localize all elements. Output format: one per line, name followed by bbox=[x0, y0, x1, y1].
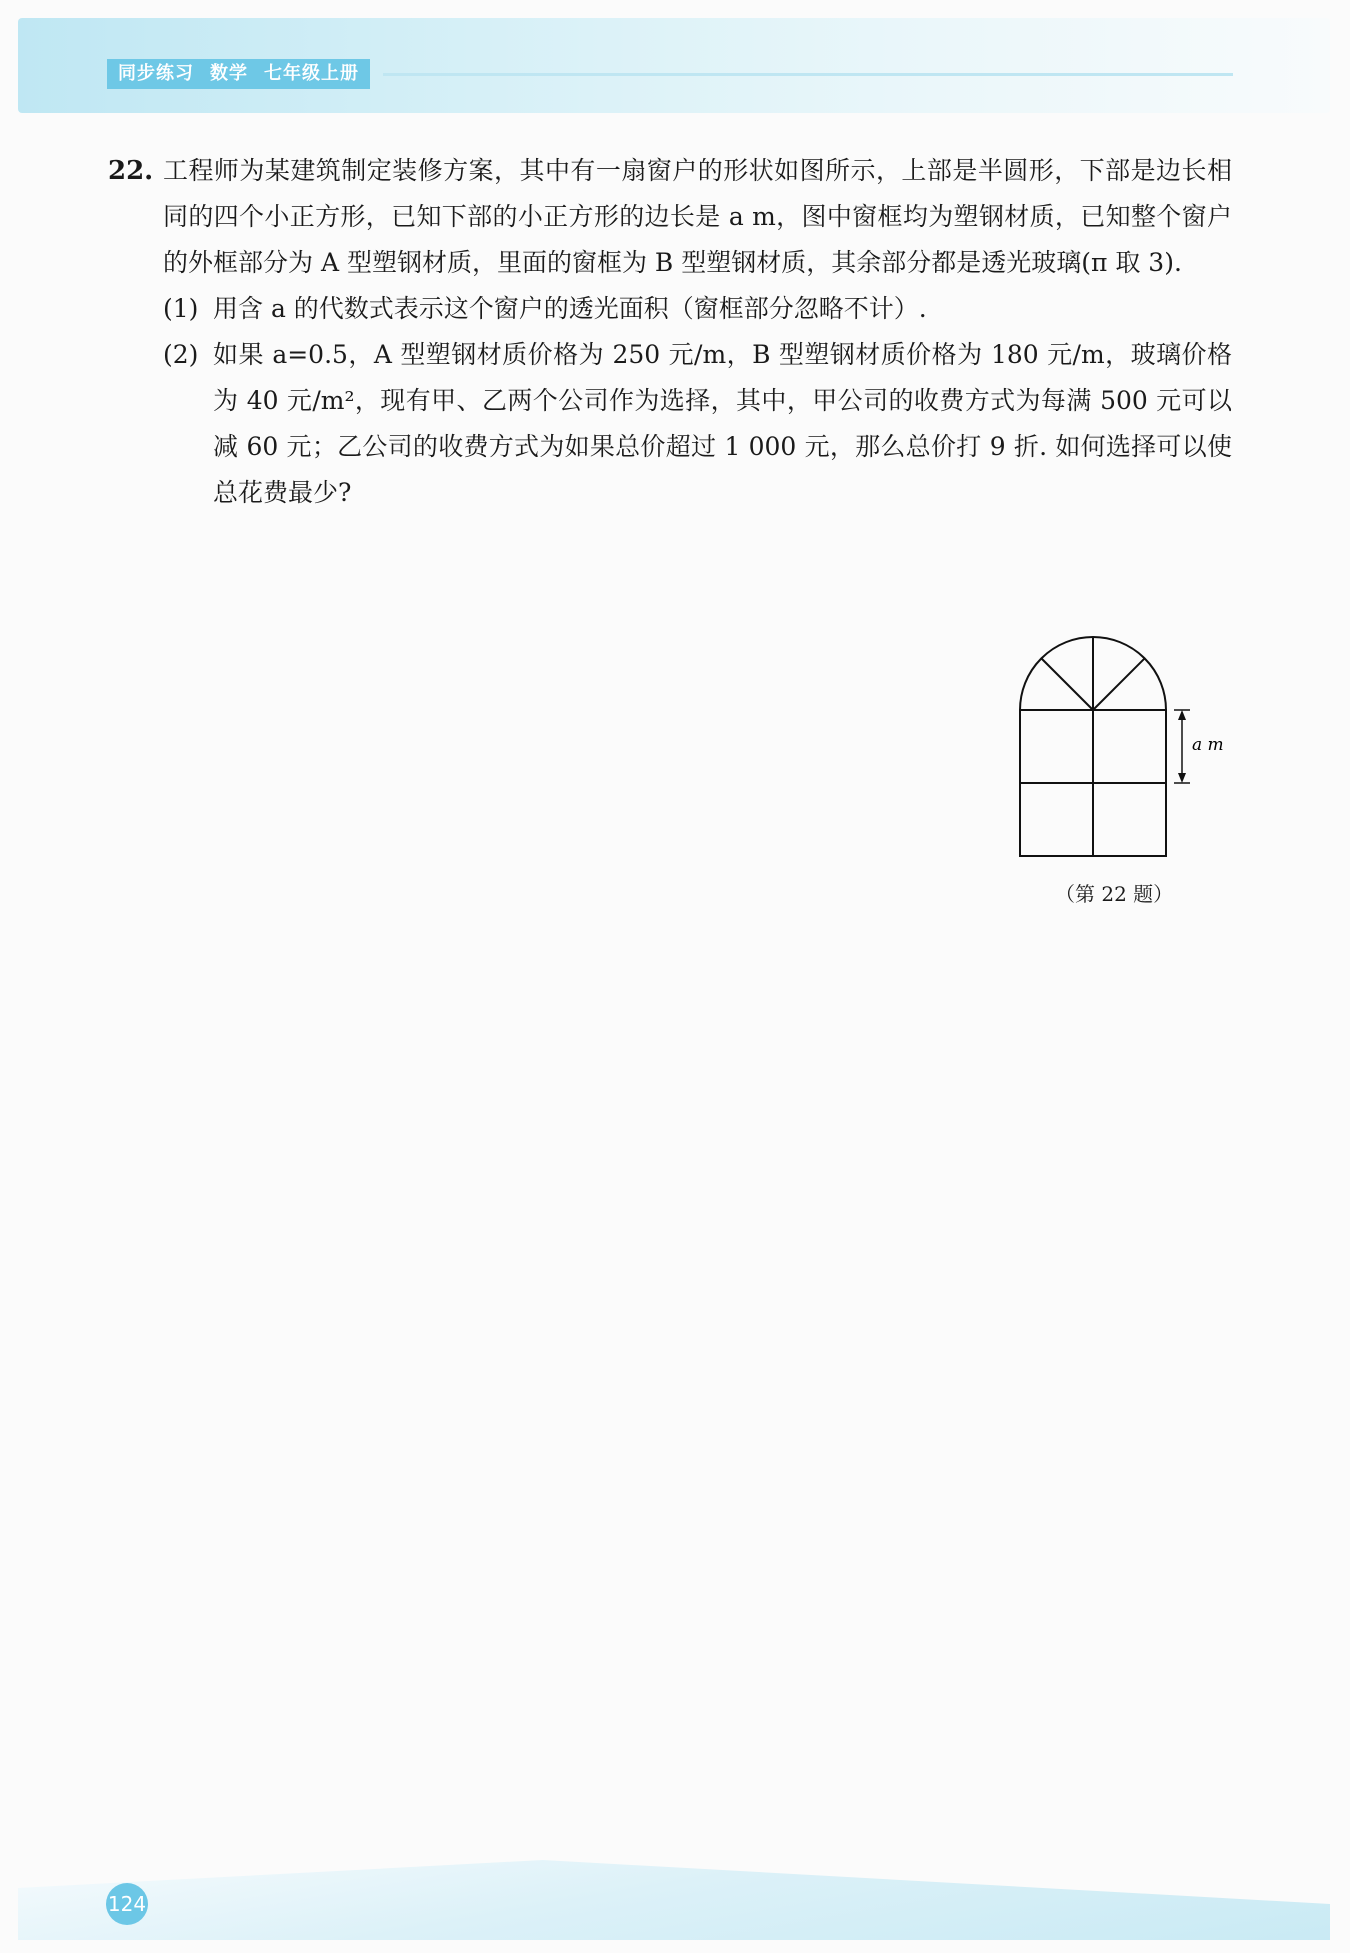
dimension-arrow-up bbox=[1178, 710, 1186, 720]
question-stem: 工程师为某建筑制定装修方案，其中有一扇窗户的形状如图所示，上部是半圆形，下部是边长相同的四个小正方形，已知下部的小正方形的边长是 a m，图中窗框均为塑钢材质，已知整个窗户的外框部分为 A 型塑钢材质，里面的窗框为 B 型塑钢材质，其余部分都是透光玻璃(π 取 3). bbox=[163, 156, 1232, 277]
book-grade: 七年级上册 bbox=[264, 63, 359, 84]
question-number: 22. bbox=[108, 156, 154, 186]
sub-question-label: (2) bbox=[163, 340, 199, 369]
arch-radial-left bbox=[1041, 658, 1093, 710]
question-22 bbox=[108, 148, 1232, 516]
sub-question-label: (1) bbox=[163, 294, 199, 323]
book-title-tag bbox=[107, 59, 370, 89]
footer-band bbox=[18, 1860, 1330, 1940]
window-figure bbox=[1010, 630, 1224, 920]
sub-question-2 bbox=[108, 332, 1232, 516]
sub-question-text: 如果 a=0.5，A 型塑钢材质价格为 250 元/m，B 型塑钢材质价格为 180 元/m，玻璃价格为 40 元/m²，现有甲、乙两个公司作为选择，其中，甲公司的收费方式为每满 500 元可以减 60 元；乙公司的收费方式为如果总价超过 1 000 元，那么总价打 9 折. 如何选择可以使总花费最少? bbox=[213, 340, 1232, 507]
book-subject: 数学 bbox=[210, 63, 248, 84]
sub-question-text: 用含 a 的代数式表示这个窗户的透光面积（窗框部分忽略不计）. bbox=[213, 294, 927, 323]
figure-caption: （第 22 题） bbox=[1055, 882, 1174, 906]
dimension-label: a m bbox=[1192, 735, 1224, 755]
arch-radial-right bbox=[1093, 658, 1145, 710]
page-number: 124 bbox=[106, 1883, 148, 1925]
dimension-arrow-down bbox=[1178, 773, 1186, 783]
sub-question-1 bbox=[108, 286, 1232, 332]
header-rule bbox=[383, 73, 1233, 76]
book-series: 同步练习 bbox=[118, 63, 194, 84]
